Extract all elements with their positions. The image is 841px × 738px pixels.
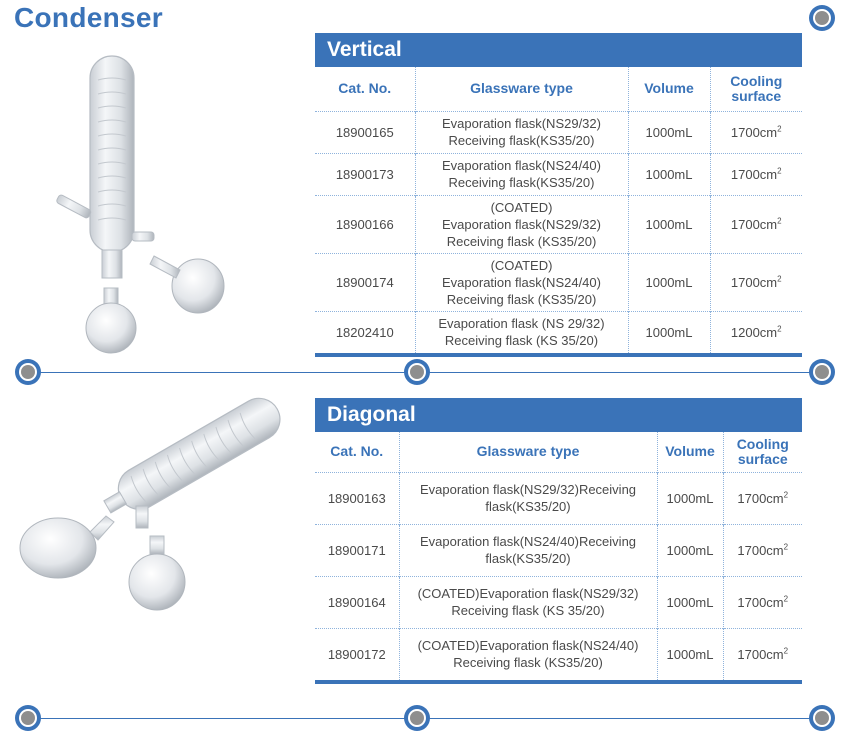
cooling-surface-cell xyxy=(710,195,802,253)
column-header-cat-no: Cat. No. xyxy=(338,80,392,97)
cooling-surface-cell xyxy=(710,253,802,311)
volume-cell: 1000mL xyxy=(628,311,710,353)
diagonal-table xyxy=(315,432,802,680)
timeline-dot-icon xyxy=(809,5,835,31)
table-row xyxy=(315,195,802,253)
column-header-volume: Volume xyxy=(628,67,710,111)
cat-no-cell: 18900172 xyxy=(315,628,399,680)
table-header-row xyxy=(315,432,802,472)
cat-no-cell: 18900174 xyxy=(315,253,415,311)
table-header-row xyxy=(315,67,802,111)
column-header-volume: Volume xyxy=(657,432,723,472)
glassware-type-cell: (COATED) Evaporation flask(NS24/40) Receiving flask (KS35/20) xyxy=(415,253,628,311)
column-header-cat-no: Cat. No. xyxy=(330,443,384,460)
table-bottom-rule xyxy=(315,353,802,357)
cooling-surface-cell xyxy=(723,524,802,576)
glassware-type-cell: Evaporation flask (NS 29/32) Receiving flask (KS 35/20) xyxy=(415,311,628,353)
column-header-cooling-surface: Cooling surface xyxy=(723,432,802,472)
cooling-value: 1700cm xyxy=(730,274,778,290)
glassware-type-cell: Evaporation flask(NS24/40) Receiving flask(KS35/20) xyxy=(415,153,628,195)
glassware-type-cell: (COATED)Evaporation flask(NS29/32) Receiving flask (KS 35/20) xyxy=(399,576,657,628)
cat-no-cell: 18202410 xyxy=(315,311,415,353)
table-row xyxy=(315,311,802,353)
glassware-type-cell: Evaporation flask(NS29/32) Receiving flask(KS35/20) xyxy=(415,111,628,153)
column-header-glassware-type: Glassware type xyxy=(399,432,657,472)
unit-exponent: 2 xyxy=(777,274,782,284)
vertical-table xyxy=(315,67,802,353)
timeline-dot-icon xyxy=(809,705,835,731)
diagonal-section-title: Diagonal xyxy=(315,398,802,432)
cat-no-cell: 18900166 xyxy=(315,195,415,253)
cooling-value: 1200cm xyxy=(730,324,778,340)
cat-no-cell: 18900171 xyxy=(315,524,399,576)
table-row xyxy=(315,628,802,680)
volume-cell: 1000mL xyxy=(657,576,723,628)
cooling-value: 1700cm xyxy=(737,490,784,506)
cooling-value: 1700cm xyxy=(737,646,784,662)
volume-cell: 1000mL xyxy=(657,628,723,680)
cat-no-cell: 18900164 xyxy=(315,576,399,628)
timeline-dot-icon xyxy=(404,705,430,731)
unit-exponent: 2 xyxy=(783,490,789,500)
table-row xyxy=(315,576,802,628)
volume-cell: 1000mL xyxy=(657,524,723,576)
glassware-type-cell: Evaporation flask(NS24/40)Receiving flask(KS35/20) xyxy=(399,524,657,576)
glassware-type-cell: Evaporation flask(NS29/32)Receiving flask(KS35/20) xyxy=(399,472,657,524)
vertical-section-title: Vertical xyxy=(315,33,802,67)
table-row xyxy=(315,524,802,576)
cooling-value: 1700cm xyxy=(730,124,778,140)
unit-exponent: 2 xyxy=(783,646,789,656)
cat-no-cell: 18900173 xyxy=(315,153,415,195)
column-header-glassware-type: Glassware type xyxy=(415,67,628,111)
timeline-dot-icon xyxy=(809,359,835,385)
volume-cell: 1000mL xyxy=(628,111,710,153)
volume-cell: 1000mL xyxy=(628,253,710,311)
cooling-surface-cell xyxy=(710,311,802,353)
table-row xyxy=(315,253,802,311)
cooling-value: 1700cm xyxy=(737,594,784,610)
unit-exponent: 2 xyxy=(783,542,789,552)
cooling-surface-cell xyxy=(710,111,802,153)
timeline-dot-icon xyxy=(15,359,41,385)
timeline-dot-icon xyxy=(404,359,430,385)
table-row xyxy=(315,472,802,524)
unit-exponent: 2 xyxy=(777,216,782,226)
glassware-type-cell: (COATED)Evaporation flask(NS24/40) Receiving flask (KS35/20) xyxy=(399,628,657,680)
cooling-surface-cell xyxy=(723,576,802,628)
unit-exponent: 2 xyxy=(777,166,782,176)
cooling-value: 1700cm xyxy=(730,166,778,182)
cooling-surface-cell xyxy=(723,472,802,524)
cooling-surface-cell xyxy=(723,628,802,680)
vertical-condenser-illustration xyxy=(40,50,240,360)
table-row xyxy=(315,111,802,153)
diagonal-section xyxy=(315,398,802,684)
cooling-surface-cell xyxy=(710,153,802,195)
table-row xyxy=(315,153,802,195)
volume-cell: 1000mL xyxy=(628,153,710,195)
cooling-value: 1700cm xyxy=(737,542,784,558)
page-title: Condenser xyxy=(14,2,163,33)
table-bottom-rule xyxy=(315,680,802,684)
unit-exponent: 2 xyxy=(777,324,782,334)
cat-no-cell: 18900163 xyxy=(315,472,399,524)
timeline-dot-icon xyxy=(15,705,41,731)
cat-no-cell: 18900165 xyxy=(315,111,415,153)
volume-cell: 1000mL xyxy=(657,472,723,524)
cooling-value: 1700cm xyxy=(730,216,778,232)
unit-exponent: 2 xyxy=(783,594,789,604)
unit-exponent: 2 xyxy=(777,124,782,134)
diagonal-condenser-illustration xyxy=(10,388,300,618)
column-header-cooling-surface: Cooling surface xyxy=(710,67,802,111)
volume-cell: 1000mL xyxy=(628,195,710,253)
vertical-section xyxy=(315,33,802,357)
glassware-type-cell: (COATED) Evaporation flask(NS29/32) Receiving flask (KS35/20) xyxy=(415,195,628,253)
